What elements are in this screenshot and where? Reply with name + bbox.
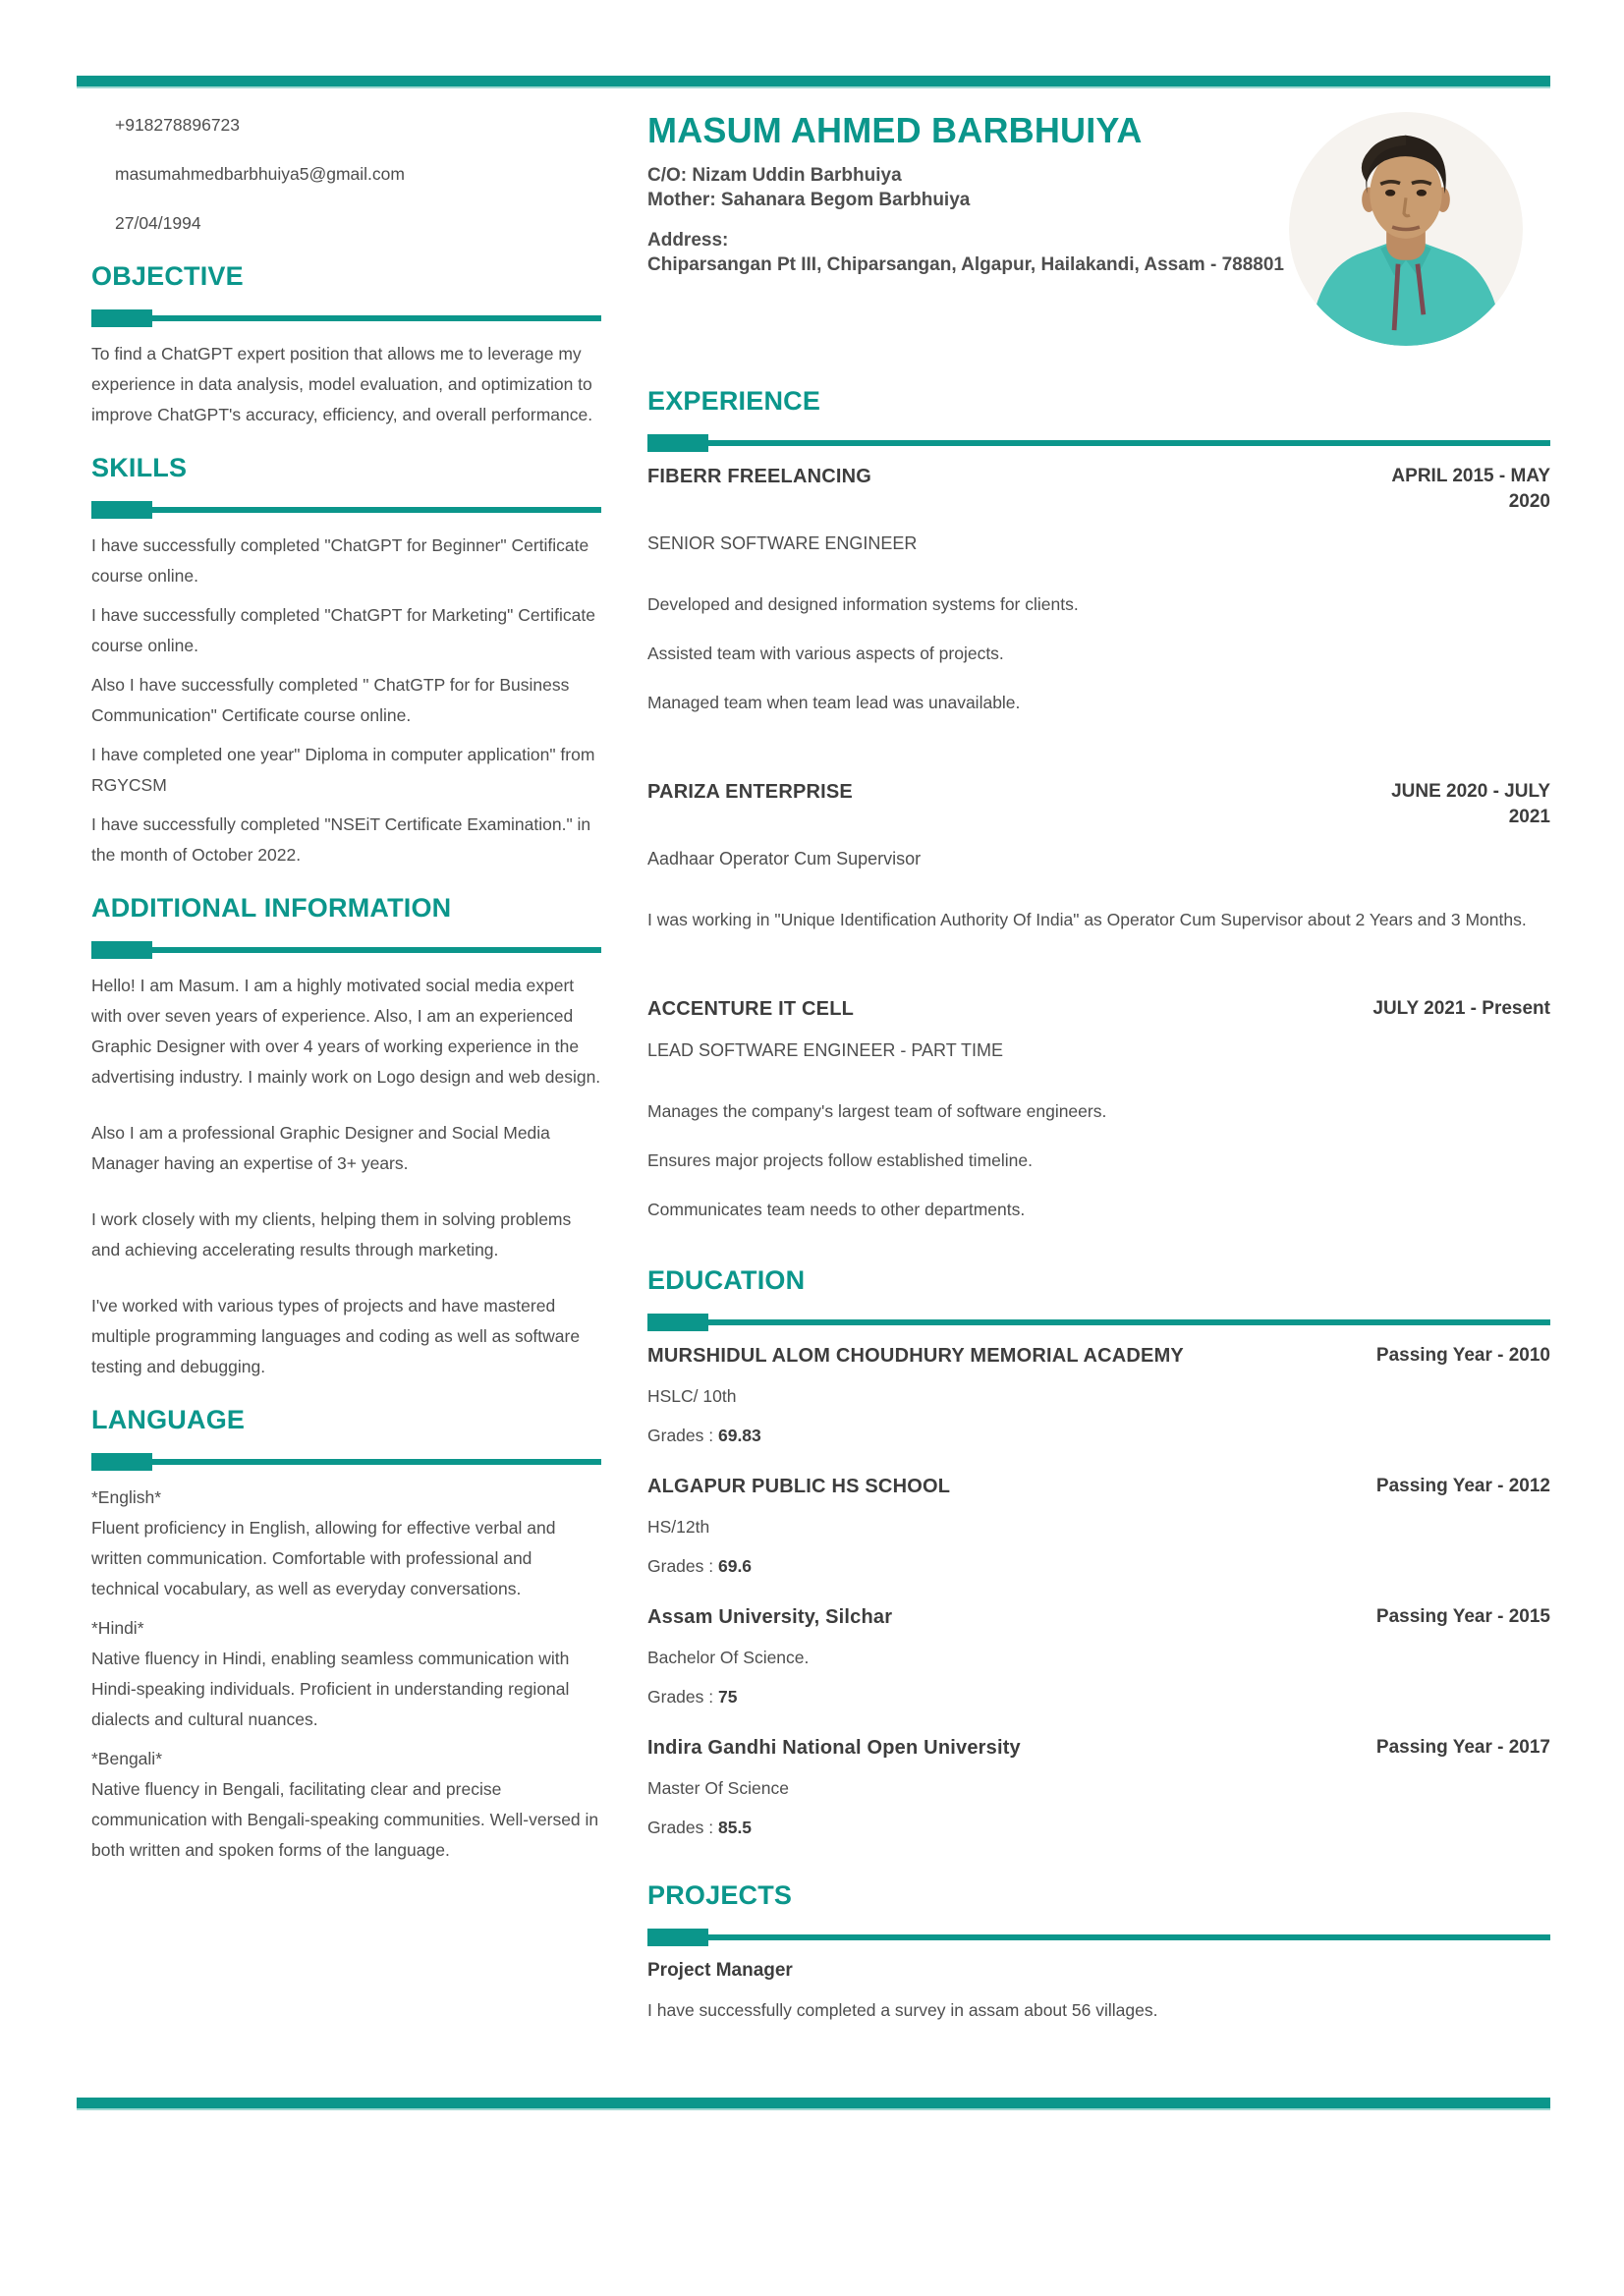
program-name: Master Of Science — [647, 1778, 789, 1798]
additional-paragraph: I've worked with various types of projects and have mastered multiple programming languages and coding as well as software testing and debugging. — [91, 1296, 581, 1376]
experience-entry — [647, 779, 1550, 935]
profile-photo — [1289, 112, 1523, 346]
language-name: *English* — [91, 1487, 162, 1507]
company-name: ACCENTURE IT CELL — [647, 998, 855, 1020]
experience-title: EXPERIENCE — [647, 386, 821, 416]
passing-year: Passing Year - 2015 — [1375, 1606, 1550, 1627]
address-label: Address: — [647, 230, 729, 251]
resume-content — [91, 110, 1550, 2026]
bottom-accent-bar — [77, 2098, 1550, 2110]
section-education — [647, 1264, 1550, 1840]
grades-line — [647, 1554, 1550, 1579]
language-title: LANGUAGE — [91, 1405, 246, 1434]
skill-item: I have successfully completed "NSEiT Certificate Examination." in the month of October 2022. — [91, 814, 591, 865]
passing-year: Passing Year - 2010 — [1375, 1345, 1550, 1366]
section-rule — [647, 1314, 1550, 1331]
contact-block — [115, 110, 601, 239]
date-of-birth: 27/04/1994 — [115, 213, 201, 233]
grades-label: Grades : — [647, 1687, 718, 1707]
section-rule — [91, 1453, 601, 1471]
email-address: masumahmedbarbhuiya5@gmail.com — [115, 164, 405, 184]
objective-title: OBJECTIVE — [91, 261, 244, 291]
language-description: Native fluency in Bengali, facilitating clear and precise communication with Bengali-speaking communities. Well-versed in both written and spoken forms of the language. — [91, 1779, 599, 1860]
job-detail: Developed and designed information systems for clients. — [647, 594, 1079, 614]
grades-label: Grades : — [647, 1426, 718, 1445]
job-detail: Assisted team with various aspects of projects. — [647, 644, 1004, 663]
section-objective — [91, 260, 601, 430]
right-column — [647, 110, 1550, 2026]
job-detail: Manages the company's largest team of software engineers. — [647, 1101, 1107, 1121]
skill-item: I have successfully completed "ChatGPT for Beginner" Certificate course online. — [91, 535, 589, 586]
section-additional-information — [91, 892, 601, 1382]
care-of-line: C/O: Nizam Uddin Barbhuiya — [647, 165, 902, 186]
experience-entry — [647, 996, 1550, 1225]
school-name: Assam University, Silchar — [647, 1606, 893, 1628]
section-language — [91, 1404, 601, 1866]
section-rule — [647, 434, 1550, 452]
language-description: Native fluency in Hindi, enabling seamless communication with Hindi-speaking individuals. Proficient in understanding regional dialects and cultural nuances. — [91, 1649, 570, 1729]
section-experience — [647, 385, 1550, 1225]
education-entry — [647, 1343, 1550, 1448]
grades-value: 69.83 — [717, 1426, 761, 1445]
job-detail: Managed team when team lead was unavailable. — [647, 693, 1021, 712]
section-rule — [647, 1929, 1550, 1946]
grades-line — [647, 1816, 1550, 1840]
section-projects — [647, 1879, 1550, 2026]
mother-line: Mother: Sahanara Begom Barbhuiya — [647, 190, 971, 210]
grades-line — [647, 1685, 1550, 1709]
left-column — [91, 110, 601, 2026]
school-name: Indira Gandhi National Open University — [647, 1737, 1021, 1759]
section-rule — [91, 309, 601, 327]
education-title: EDUCATION — [647, 1265, 806, 1295]
skill-item: I have successfully completed "ChatGPT for Marketing" Certificate course online. — [91, 605, 596, 655]
grades-line — [647, 1424, 1550, 1448]
education-entry — [647, 1735, 1550, 1840]
address-text: Chiparsangan Pt III, Chiparsangan, Algapur, Hailakandi, Assam - 788801 — [647, 254, 1284, 275]
section-skills — [91, 452, 601, 870]
company-name: FIBERR FREELANCING — [647, 466, 872, 487]
project-role: Project Manager — [647, 1960, 793, 1981]
employment-dates: JUNE 2020 - JULY 2021 — [1391, 781, 1550, 827]
grades-label: Grades : — [647, 1556, 718, 1576]
passing-year: Passing Year - 2012 — [1375, 1476, 1550, 1496]
grades-value: 85.5 — [717, 1818, 753, 1837]
school-name: ALGAPUR PUBLIC HS SCHOOL — [647, 1476, 951, 1497]
objective-text: To find a ChatGPT expert position that allows me to leverage my experience in data analysis, model evaluation, and optimization to improve ChatGPT's accuracy, efficiency, and overall performance. — [91, 344, 593, 424]
additional-paragraph: I work closely with my clients, helping them in solving problems and achieving accelerating results through marketing. — [91, 1209, 572, 1260]
person-name: MASUM AHMED BARBHUIYA — [647, 110, 1143, 150]
phone-number: +918278896723 — [115, 115, 241, 135]
grades-value: 69.6 — [717, 1556, 753, 1576]
language-description: Fluent proficiency in English, allowing for effective verbal and written communication. Comfortable with professional and technical vocabulary, as well as everyday conversations. — [91, 1518, 556, 1598]
program-name: Bachelor Of Science. — [647, 1648, 810, 1667]
passing-year: Passing Year - 2017 — [1375, 1737, 1550, 1758]
employment-dates: JULY 2021 - Present — [1372, 998, 1550, 1019]
job-detail: Ensures major projects follow established timeline. — [647, 1150, 1033, 1170]
section-rule — [91, 501, 601, 519]
projects-title: PROJECTS — [647, 1880, 793, 1910]
school-name: MURSHIDUL ALOM CHOUDHURY MEMORIAL ACADEMY — [647, 1345, 1184, 1367]
additional-paragraph: Also I am a professional Graphic Designer and Social Media Manager having an expertise of 3+ years. — [91, 1123, 550, 1173]
education-entry — [647, 1474, 1550, 1579]
job-title: LEAD SOFTWARE ENGINEER - PART TIME — [647, 1040, 1004, 1060]
job-detail: Communicates team needs to other departments. — [647, 1200, 1026, 1219]
job-detail: I was working in "Unique Identification Authority Of India" as Operator Cum Supervisor about 2 Years and 3 Months. — [647, 910, 1527, 929]
skills-title: SKILLS — [91, 453, 188, 482]
job-title: Aadhaar Operator Cum Supervisor — [647, 849, 922, 868]
company-name: PARIZA ENTERPRISE — [647, 781, 853, 803]
language-name: *Hindi* — [91, 1618, 144, 1638]
employment-dates: APRIL 2015 - MAY 2020 — [1391, 466, 1550, 512]
language-name: *Bengali* — [91, 1749, 162, 1768]
section-rule — [91, 941, 601, 959]
skill-item: Also I have successfully completed " ChatGTP for for Business Communication" Certificate course online. — [91, 675, 570, 725]
experience-entry — [647, 464, 1550, 718]
project-description: I have successfully completed a survey in assam about 56 villages. — [647, 2000, 1158, 2020]
grades-value: 75 — [717, 1687, 738, 1707]
program-name: HSLC/ 10th — [647, 1386, 737, 1406]
additional-paragraph: Hello! I am Masum. I am a highly motivated social media expert with over seven years of experience. Also, I am an experienced Graphic Designer with over 4 years of working experience in the advertising industry. I mainly work on Logo design and web design. — [91, 976, 601, 1087]
job-title: SENIOR SOFTWARE ENGINEER — [647, 533, 918, 553]
program-name: HS/12th — [647, 1517, 710, 1537]
additional-information-title: ADDITIONAL INFORMATION — [91, 893, 452, 923]
identity-header — [647, 110, 1550, 356]
top-accent-bar — [77, 76, 1550, 88]
grades-label: Grades : — [647, 1818, 718, 1837]
skill-item: I have completed one year" Diploma in computer application" from RGYCSM — [91, 745, 595, 795]
education-entry — [647, 1604, 1550, 1709]
profile-photo-illustration — [1289, 112, 1523, 346]
